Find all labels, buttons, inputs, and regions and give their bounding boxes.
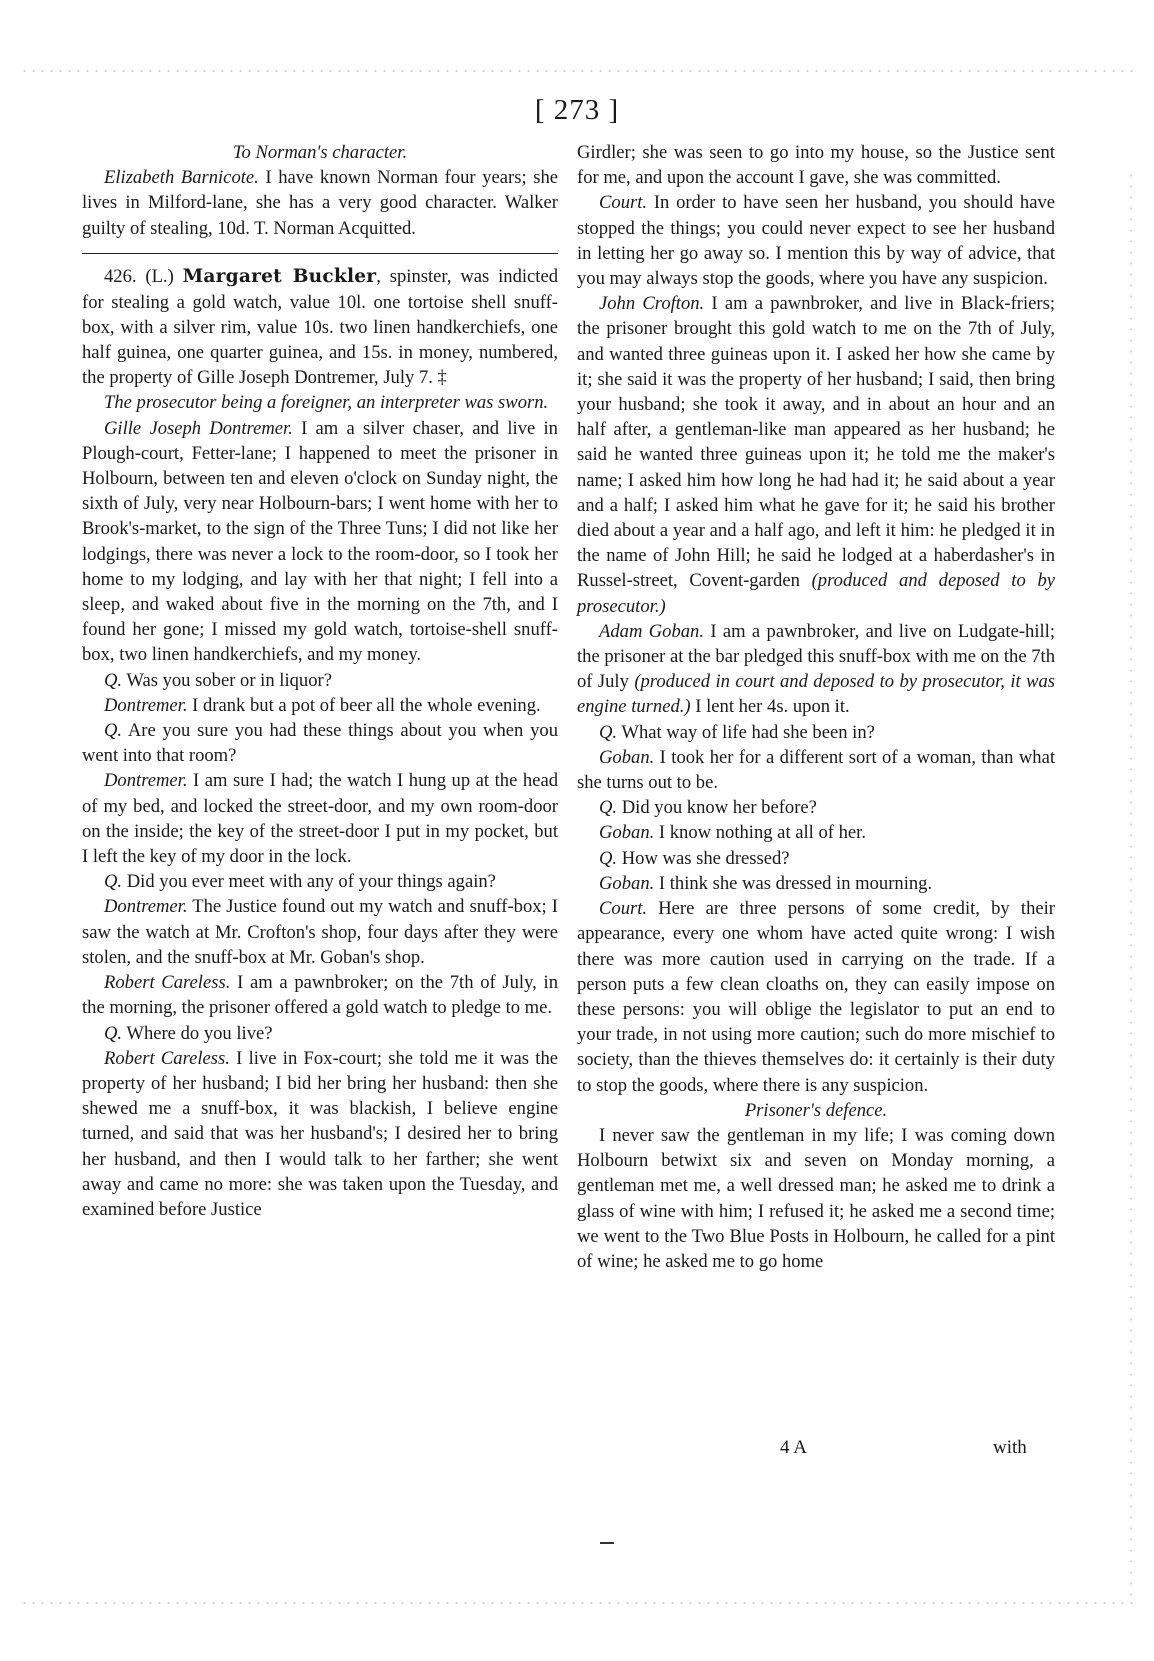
paragraph: [577, 846, 1055, 871]
speaker-name: John Crofton.: [599, 293, 705, 315]
question-text: Did you ever meet with any of your things again?: [122, 871, 496, 893]
testimony-text: I am a pawnbroker, and live in Black-friers; the prisoner brought this gold watch to me on the 7th of July, and wanted three guineas upon it. I asked her how she came by it; she said it was the property of her husband; I said, then bring your husband; she took it away, and in about an hour and an half after, a gentleman-like man appeared as her husband; he said he wanted three guineas upon it; he told me the maker's name; I asked him how long he had had it; he said about a year and a half; I asked him what he gave for it; he said his brother died about a year and a half ago, and left it him: he pledged it in the name of John Hill; he said he lodged at a haberdasher's in Russel-street, Covent-garden: [577, 293, 1055, 592]
scan-specks-right: [1128, 170, 1134, 1601]
paragraph: [82, 894, 558, 970]
testimony-text: Girdler; she was seen to go into my house, so the Justice sent for me, and upon the account I gave, she was committed.: [577, 142, 1055, 189]
speaker-name: Goban.: [599, 822, 655, 844]
speaker-name: Robert Careless.: [104, 972, 231, 994]
paragraph: [82, 668, 558, 693]
question-text: Are you sure you had these things about you when you went into that room?: [82, 720, 558, 767]
court-note: (produced in court and deposed to by prosecutor, it was engine turned.): [577, 671, 1056, 718]
paragraph: [577, 190, 1055, 291]
interpreter-note: The prosecutor being a foreigner, an interpreter was sworn.: [104, 392, 549, 414]
testimony-text: I have known Norman four years; she lives in Milford-lane, she has a very good character. Walker guilty of stealing, 10d. T. Norman Acquitted.: [82, 167, 558, 239]
paragraph: [82, 1046, 558, 1222]
paragraph: [82, 718, 558, 768]
testimony-text: I am a silver chaser, and live in Plough-court, Fetter-lane; I happened to meet the prisoner in Holbourn, between ten and eleven o'clock on Sunday night, the sixth of July, very near Holbourn-bars; I went home with her to Brook's-market, to the sign of the Three Tuns; I did not like her lodgings, there was never a lock to the room-door, so I took her home to my lodging, and lay with her that night; I fell into a sleep, and waked about five in the morning on the 7th, and I found her gone; I missed my gold watch, tortoise-shell snuff-box, two linen handkerchiefs, and my money.: [82, 417, 558, 666]
paragraph: [82, 416, 558, 668]
left-column: [82, 140, 558, 1222]
paragraph: [577, 795, 1055, 820]
speaker-name: Court.: [599, 898, 648, 920]
speaker-name: Goban.: [599, 872, 655, 894]
question-marker: Q.: [599, 721, 618, 743]
testimony-text: I know nothing at all of her.: [654, 822, 866, 844]
catchword: with: [993, 1437, 1027, 1458]
paragraph-continued: [577, 140, 1055, 190]
character-heading: To Norman's character.: [232, 142, 408, 163]
question-marker: Q.: [104, 669, 123, 691]
testimony-text: I live in Fox-court; she told me it was the property of her husband; I bid her bring her husband: then she shewed me a snuff-box, it was blackish, I believe engine turned, and said that was her husband's; I desired her to bring her husband, and then I would talk to her farther; she went away and came no more: she was taken upon the Tuesday, and examined before Justice: [82, 1047, 558, 1220]
question-text: Was you sober or in liquor?: [122, 669, 332, 691]
question-marker: Q.: [599, 797, 618, 819]
testimony-text: I lent her 4s. upon it.: [690, 696, 850, 718]
page-number: [ 273 ]: [534, 94, 620, 126]
paragraph: [577, 291, 1055, 619]
testimony-text: The Justice found out my watch and snuff-box; I saw the watch at Mr. Crofton's shop, four days after they were stolen, and the snuff-box at Mr. Goban's shop.: [82, 896, 558, 968]
question-text: Did you know her before?: [617, 797, 817, 819]
section-rule: [82, 253, 558, 255]
testimony-text: I drank but a pot of beer all the whole evening.: [187, 694, 541, 716]
paragraph: [82, 768, 558, 869]
paragraph: [82, 693, 558, 718]
signature-mark: 4 A: [780, 1437, 807, 1458]
testimony-text: I am a pawnbroker; on the 7th of July, in the morning, the prisoner offered a gold watch to pledge to me.: [82, 972, 558, 1019]
paragraph: [577, 619, 1055, 720]
speaker-name: Dontremer.: [104, 770, 188, 792]
speaker-name: Dontremer.: [104, 896, 188, 918]
paragraph: [82, 165, 558, 241]
speaker-name: Gille Joseph Dontremer.: [104, 417, 293, 439]
testimony-text: Here are three persons of some credit, by their appearance, every one whom have acted quite wrong: I wish there was more caution used in carrying on the trade. If a person puts a few clean cloaths on, they can easily impose on these persons: you will oblige the legislator to put an end to your trade, in not using more caution; such do more mischief to society, than the thieves themselves do: it certainly is their duty to stop the goods, where there is any suspicion.: [577, 898, 1055, 1096]
court-note: (produced and deposed to by prosecutor.): [577, 570, 1056, 617]
question-text: How was she dressed?: [617, 847, 790, 869]
paragraph: [82, 970, 558, 1020]
testimony-text: I am a pawnbroker, and live on Ludgate-hill; the prisoner at the bar pledged this snuff-box with me on the 7th of July: [577, 620, 1056, 693]
paragraph: [577, 1123, 1055, 1274]
testimony-text: I think she was dressed in mourning.: [654, 872, 933, 894]
question-text: Where do you live?: [122, 1022, 273, 1044]
testimony-text: I took her for a different sort of a woman, than what she turns out to be.: [577, 746, 1055, 794]
right-column: [577, 140, 1055, 1274]
question-text: What way of life had she been in?: [617, 721, 875, 743]
speaker-name: Robert Careless.: [104, 1047, 230, 1069]
paragraph: [82, 1021, 558, 1046]
paragraph: [577, 896, 1055, 1098]
case-number: 426. (L.): [104, 266, 183, 288]
paragraph: [577, 720, 1055, 745]
indictment-paragraph: [82, 264, 558, 390]
question-marker: Q.: [104, 1022, 123, 1044]
speaker-name: Court.: [599, 192, 648, 214]
testimony-text: I am sure I had; the watch I hung up at the head of my bed, and locked the street-door, and my own room-door on the inside; the key of the street-door I put in my pocket, but I left the key of my door in the lock.: [82, 770, 558, 868]
scan-specks-top: [20, 68, 1134, 74]
paragraph: [577, 745, 1055, 795]
question-marker: Q.: [104, 720, 123, 742]
speaker-name: Elizabeth Barnicote.: [104, 167, 259, 189]
paragraph: [82, 869, 558, 894]
defence-heading: Prisoner's defence.: [744, 1099, 888, 1121]
question-marker: Q.: [599, 847, 618, 869]
defence-text: I never saw the gentleman in my life; I was coming down Holbourn betwixt six and seven on Monday morning, a gentleman met me, a well dressed man; he asked me to drink a glass of wine with him; I refused it; he asked me a second time; we went to the Two Blue Posts in Holbourn, he called for a pint of wine; he asked me to go home: [577, 1124, 1055, 1272]
indictment-text: , spinster, was indicted for stealing a gold watch, value 10l. one tortoise shell snuff-box, with a silver rim, value 10s. two linen handkerchiefs, one half guinea, one quarter guinea, and 15s. in money, numbered, the property of Gille Joseph Dontremer, July 7. ‡: [82, 266, 559, 389]
speaker-name: Goban.: [599, 746, 655, 768]
speaker-name: Adam Goban.: [599, 620, 704, 642]
testimony-text: In order to have seen her husband, you should have stopped the things; you could never expect to see her husband in letting her go away so. I mention this by way of advice, that you may always stop the goods, where you have any suspicion.: [577, 192, 1055, 290]
scan-specks-bottom: [20, 1600, 1134, 1606]
speaker-name: Dontremer.: [104, 694, 188, 716]
paragraph: [577, 871, 1055, 896]
paragraph: [577, 820, 1055, 845]
question-marker: Q.: [104, 871, 123, 893]
defendant-name: Margaret Buckler: [182, 266, 377, 288]
scan-mark: [600, 1542, 614, 1544]
